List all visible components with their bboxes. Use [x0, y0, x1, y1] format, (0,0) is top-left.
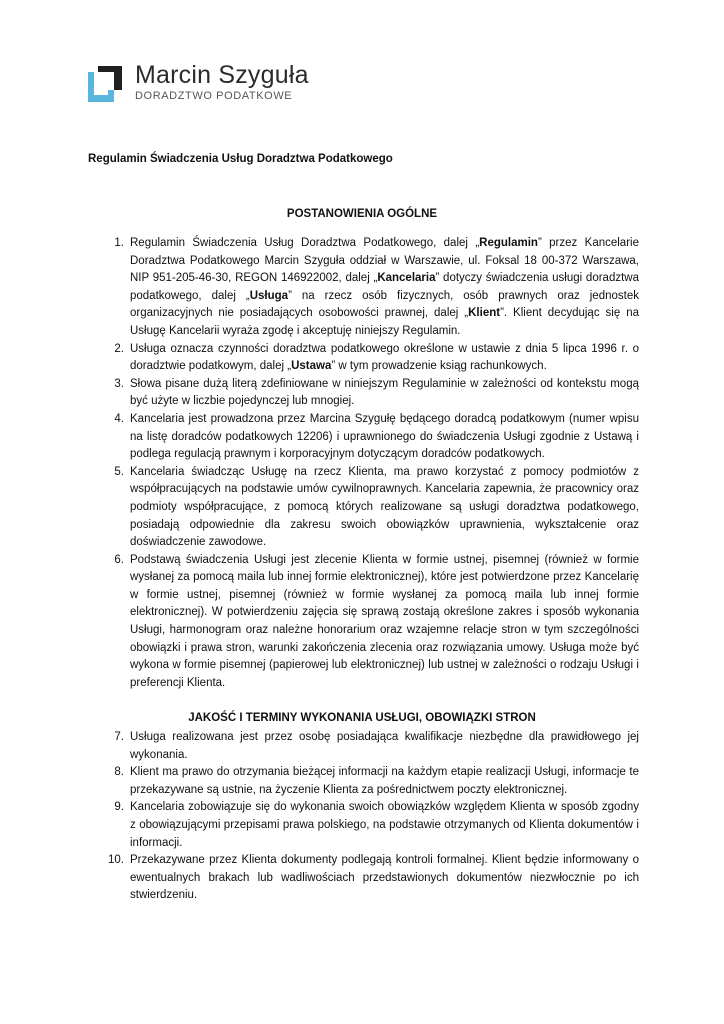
item-text [130, 411, 639, 464]
logo-text [135, 62, 309, 103]
defined-term: Klient [468, 307, 501, 320]
text-run: ” przez Kancelarie Doradztwa Podatkowego Marcin Szyguła oddział w Warszawie, ul. Foksal 18 00-372 Warszawa, NIP 951-205-46-30, REGON 146922002, dalej „ [130, 237, 639, 285]
item-number: 5. [114, 465, 124, 478]
list-item [88, 235, 639, 341]
item-text [130, 376, 639, 411]
item-text [130, 852, 639, 905]
text-run: ” w tym prowadzenie ksiąg rachunkowych. [331, 360, 547, 373]
text-run: Kancelaria zobowiązuje się do wykonania swoich obowiązków względem Klienta w sposób zgodny z obowiązującymi przepisami prawa polskiego, na podstawie otrzymanych od Klienta dokumentów i informacji. [130, 801, 639, 849]
item-number: 7. [114, 731, 124, 743]
text-run: Klient ma prawo do otrzymania bieżącej informacji na każdym etapie realizacji Usługi, informacje te przekazywane są ustnie, na życzenie Klienta za pośrednictwem poczty elektronicznej. [130, 766, 639, 796]
section-list-quality [88, 729, 639, 905]
item-text [130, 799, 639, 852]
defined-term: Regulamin [479, 237, 538, 249]
defined-term: Ustawa [291, 360, 332, 373]
text-run: Usługa oznacza czynności doradztwa podatkowego określone w ustawie z dnia 5 lipca 1996 r. o doradztwie podatkowym, dalej „ [130, 342, 639, 373]
item-number: 6. [114, 553, 124, 566]
item-number: 8. [114, 766, 124, 779]
list-item [88, 852, 639, 905]
item-number: 4. [114, 412, 124, 425]
text-run: ” dotyczy świadczenia usługi doradztwa podatkowego, dalej „ [130, 272, 639, 302]
section-heading-quality: JAKOŚĆ I TERMINY WYKONANIA USŁUGI, OBOWIĄZKI STRON [188, 712, 536, 724]
item-text [130, 729, 639, 764]
text-run: Przekazywane przez Klienta dokumenty podlegają kontroli formalnej. Klient będzie informowany o ewentualnych brakach lub wadliwościach przedstawionych dokumentów niezwłocznie po ich stwierdzeniu. [130, 854, 639, 902]
text-run: Kancelaria świadcząc Usługę na rzecz Klienta, ma prawo korzystać z pomocy podmiotów z współpracujących na podstawie umów cywilnoprawnych. Kancelaria zapewnia, że pracownicy oraz podmioty współpracujące, z pomocą których realizowane są usługi doradztwa podatkowego, posiadają odpowiednie dla zakresu swoich obowiązków uprawnienia, wykształcenie oraz doświadczenie zawodowe. [130, 465, 639, 549]
list-item [88, 764, 639, 799]
list-item [88, 376, 639, 411]
company-logo [88, 62, 309, 104]
item-text [130, 552, 639, 693]
text-run: Usługa realizowana jest przez osobę posiadająca kwalifikacje niezbędne dla prawidłowego jej wykonania. [130, 731, 639, 761]
item-number: 2. [114, 342, 124, 355]
list-item [88, 464, 639, 552]
defined-term: Usługa [249, 289, 289, 302]
logo-subtitle: DORADZTWO PODATKOWE [135, 90, 293, 102]
item-number: 9. [114, 801, 124, 814]
text-run: Regulamin Świadczenia Usług Doradztwa Podatkowego, dalej „ [130, 237, 480, 249]
item-text [130, 464, 639, 552]
list-item [88, 729, 639, 764]
item-text [130, 341, 639, 376]
document-title: Regulamin Świadczenia Usług Doradztwa Podatkowego [88, 153, 393, 165]
item-text [130, 764, 639, 799]
text-run: ” na rzecz osób fizycznych, osób prawnych oraz jednostek organizacyjnych nie posiadających osobowości prawnej, dalej „ [130, 289, 639, 320]
text-run: Kancelaria jest prowadzona przez Marcina Szygułę będącego doradcą podatkowym (numer wpisu na listę doradców podatkowych 12206) i uprawnionego do świadczenia Usługi zgodnie z Ustawą i podlega regulacją prawnym i korporacyjnym dotyczącym doradców podatkowych. [130, 412, 639, 461]
text-run: Podstawą świadczenia Usługi jest zlecenie Klienta w formie ustnej, pisemnej (również w formie wysłanej za pomocą maila lub innej formie elektronicznej), które jest potwierdzone przez Kancelarię w formie ustnej, pisemnej (również w formie wysłanej za pomocą maila lub innej formie elektronicznej). W potwierdzeniu zajęcia się sprawą zostają określone zakres i sposób wykonania Usługi, harmonogram oraz należne honorarium oraz wzajemne relacje stron w tym szczególności obowiązki i prawa stron, warunki zakończenia zlecenia oraz rozwiązania umowy. Usługa może być wykona w formie pisemnej (papierowej lub elektronicznej) lub ustnej w zależności o rodzaju Usługi i preferencji Klienta. [130, 553, 639, 689]
item-text [130, 235, 639, 341]
defined-term: Kancelaria [377, 272, 436, 285]
text-run: Słowa pisane dużą literą zdefiniowane w niniejszym Regulaminie w zależności od kontekstu mogą być użyte w liczbie pojedynczej lub mnogiej. [130, 377, 639, 408]
list-item [88, 552, 639, 693]
item-number: 3. [114, 377, 124, 390]
list-item [88, 341, 639, 376]
logo-mark-icon [88, 62, 126, 104]
list-item [88, 799, 639, 852]
logo-name: Marcin Szyguła [135, 61, 309, 89]
section-list-general [88, 235, 639, 692]
section-heading-general: POSTANOWIENIA OGÓLNE [286, 208, 438, 220]
item-number: 10. [108, 854, 124, 867]
text-run: ”. Klient decydując się na Usługę Kancelarii wyraża zgodę i akceptuję niniejszy Regulamin. [130, 307, 639, 337]
list-item [88, 411, 639, 464]
item-number: 1. [114, 237, 124, 249]
